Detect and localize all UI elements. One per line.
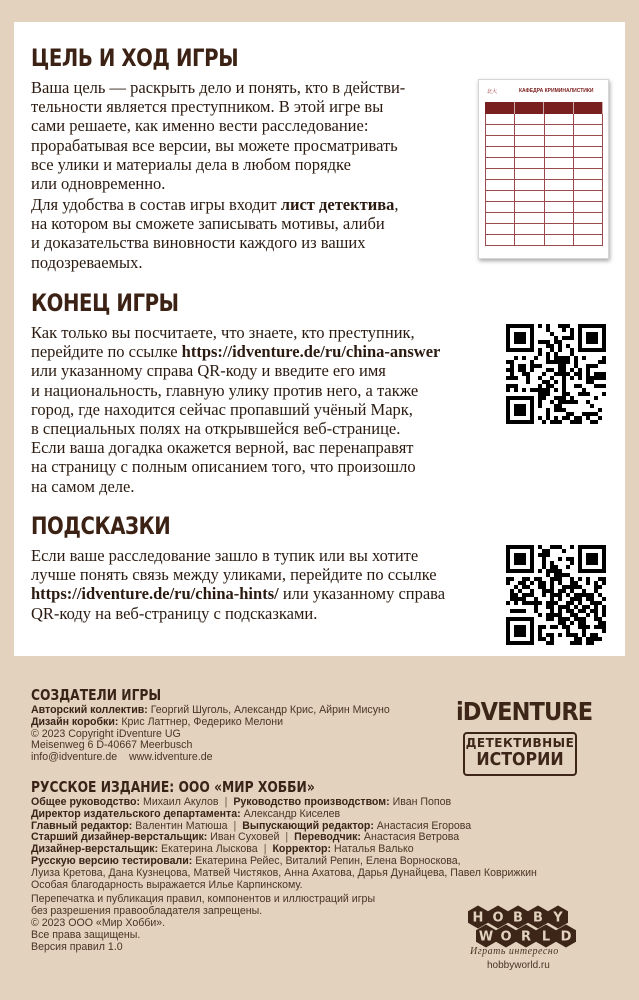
sheet-row bbox=[485, 191, 603, 202]
creators-text: Авторский коллектив: Георгий Шуголь, Александр Крис, Айрин Мисуно Дизайн коробки: Крис Латтнер, Федерико Мелони © 2023 Copyright iDventure UG Meisenweg 6 D-40667 Meerbusch info@idventure.de www.idventure.de bbox=[31, 704, 390, 764]
sheet-row bbox=[485, 213, 603, 224]
end-text-line: на страницу с полным описанием того, что произошло bbox=[31, 457, 416, 477]
goal-text-line: сами решаете, как именно вести расследование: bbox=[31, 116, 369, 136]
svg-text:L: L bbox=[541, 929, 551, 945]
svg-text:D: D bbox=[560, 929, 572, 945]
goal-text-line: на котором вы сможете записывать мотивы, алиби bbox=[31, 214, 385, 234]
svg-text:W: W bbox=[478, 929, 494, 945]
end-text-line: город, где находится сейчас пропавший учёный Марк, bbox=[31, 399, 413, 419]
email-link[interactable]: info@idventure.de bbox=[31, 751, 118, 764]
russian-edition-title: РУССКОЕ ИЗДАНИЕ: ООО «МИР ХОББИ» bbox=[31, 778, 315, 796]
site-link[interactable]: www.idventure.de bbox=[128, 751, 213, 764]
goal-text-line: тельности является преступником. В этой игре вы bbox=[31, 97, 384, 117]
sheet-row bbox=[485, 136, 603, 147]
goal-text-line: подозреваемых. bbox=[31, 252, 143, 272]
sheet-row bbox=[485, 169, 603, 180]
sheet-row bbox=[485, 202, 603, 213]
answer-link[interactable]: https://idventure.de/ru/china-answer bbox=[181, 342, 441, 362]
answer-qr-code[interactable] bbox=[506, 324, 606, 424]
goal-text-line: все улики и материалы дела в любом порядке bbox=[31, 154, 351, 174]
goal-text-line: Ваша цель — раскрыть дело и понять, кто в действи- bbox=[31, 78, 406, 97]
end-text-line: и национальность, главную улику против него, а также bbox=[31, 380, 419, 400]
end-text: Как только вы посчитаете, что знаете, кто преступник, перейдите по ссылке https://idventure.de/ru/china-answer или указанному справа QR-коду и введите его имя и национальность, главную улику против него, а также город, где находится сейчас пропавший учёный Марк, в специальных полях на открывшейся веб-странице. Если ваша догадка окажется верной, вас перенаправят на страницу с полным описанием того, что произошло на самом деле. bbox=[31, 323, 441, 496]
university-logo-icon: 北大 bbox=[487, 89, 498, 95]
sheet-row bbox=[485, 147, 603, 158]
goal-text-line: и доказательства виновности каждого из ваших bbox=[31, 233, 366, 253]
sheet-title: КАФЕДРА КРИМИНАЛИСТИКИ bbox=[519, 88, 594, 94]
end-text-line: Если ваша догадка окажется верной, вас перенаправят bbox=[31, 438, 414, 458]
goal-text-2: Для удобства в состав игры входит лист детектива, на котором вы сможете записывать мотивы, алиби и доказательства виновности каждого из ваших подозреваемых. bbox=[31, 195, 399, 272]
hints-qr-code[interactable] bbox=[506, 545, 606, 645]
end-text-line: в специальных полях на открывшейся веб-странице. bbox=[31, 419, 401, 439]
sheet-table bbox=[485, 102, 603, 246]
svg-text:O: O bbox=[492, 910, 504, 926]
russian-edition-text: Общее руководство: Михаил Акулов | Руководство производством: Иван Попов Директор издательского департамента: Александр Киселев Главный редактор: Валентин Матюша | Выпускающий редактор: Анастасия Егорова Старший дизайнер-верстальщик: Иван Суховей | Переводчик: Анастасия Ветрова Дизайнер-верстальщик: Екатерина Лыскова | Корректор: Наталья Валько Русскую версию тестировали: Екатерина Рейес, Виталий Репин, Елена Ворноскова, Луиза Кретова, Дана Кузнецова, Матвей Чистяков, Анна Ахатова, Дарья Дунайцева, Павел Коврижкин Особая благодарность выражается Илье Карпинскому. Перепечатка и публикация правил, компонентов и иллюстраций игры без разрешения правообладателя запрещены. © 2023 ООО «Мир Хобби». Все права защищены. Версия правил 1.0 bbox=[31, 796, 537, 953]
sheet-row bbox=[485, 224, 603, 235]
hints-link[interactable]: https://idventure.de/ru/china-hints/ bbox=[31, 584, 279, 604]
sheet-row bbox=[485, 235, 603, 246]
hobby-world-url[interactable]: hobbyworld.ru bbox=[487, 960, 550, 971]
creators-title: СОЗДАТЕЛИ ИГРЫ bbox=[31, 686, 162, 704]
goal-text-line: прорабатывая все версии, вы можете просматривать bbox=[31, 135, 398, 155]
sheet-row bbox=[485, 158, 603, 169]
svg-text:H: H bbox=[472, 910, 484, 926]
svg-text:B: B bbox=[513, 910, 523, 926]
svg-text:O: O bbox=[500, 929, 512, 945]
sheet-row bbox=[485, 125, 603, 136]
svg-text:B: B bbox=[533, 910, 543, 926]
end-title: КОНЕЦ ИГРЫ bbox=[31, 289, 179, 317]
end-text-line: или указанному справа QR-коду и введите его имя bbox=[31, 361, 386, 381]
detective-sheet-term: лист детектива bbox=[280, 195, 395, 214]
goal-title: ЦЕЛЬ И ХОД ИГРЫ bbox=[31, 44, 239, 72]
hints-title: ПОДСКАЗКИ bbox=[31, 512, 171, 540]
hobby-world-tagline: Играть интересно bbox=[470, 946, 559, 957]
svg-text:R: R bbox=[520, 929, 532, 945]
detective-sheet-image bbox=[478, 79, 609, 259]
hints-text: Если ваше расследование зашло в тупик или вы хотите лучше понять связь между уликами, перейдите по ссылке https://idventure.de/ru/china-hints/ или указанному справа QR-коду на веб-страницу с подсказками. bbox=[31, 546, 446, 623]
idventure-logo: iDVENTURE bbox=[456, 697, 593, 726]
sheet-row bbox=[485, 180, 603, 191]
goal-text-line: или одновременно. bbox=[31, 174, 166, 194]
svg-text:Y: Y bbox=[553, 910, 563, 926]
end-text-line: на самом деле. bbox=[31, 476, 135, 496]
sheet-row bbox=[485, 114, 603, 125]
goal-text bbox=[31, 78, 405, 193]
detective-stories-logo: ДЕТЕКТИВНЫЕ ИСТОРИИ bbox=[463, 732, 577, 776]
